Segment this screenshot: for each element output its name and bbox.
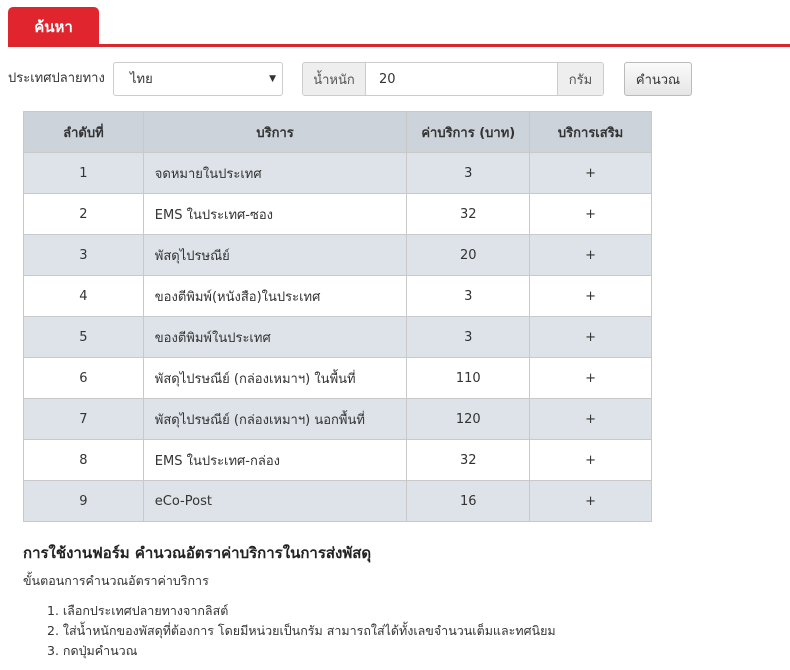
help-title: การใช้งานฟอร์ม คำนวณอัตราค่าบริการในการส่งพัสดุ (23, 544, 372, 562)
add-service-button[interactable]: + (530, 276, 652, 317)
row-price: 20 (407, 235, 530, 276)
add-service-button[interactable]: + (530, 440, 652, 481)
help-step: 3. กดปุ่มคำนวณ (47, 643, 138, 658)
row-no: 2 (24, 194, 144, 235)
add-service-button[interactable]: + (530, 358, 652, 399)
weight-input-group (302, 62, 604, 96)
row-service: EMS ในประเทศ-ซอง (143, 194, 407, 235)
row-service: eCo-Post (143, 481, 407, 522)
row-no: 7 (24, 399, 144, 440)
table-row (24, 235, 652, 276)
row-no: 5 (24, 317, 144, 358)
row-price: 3 (407, 317, 530, 358)
add-service-button[interactable]: + (530, 235, 652, 276)
row-no: 1 (24, 153, 144, 194)
row-price: 3 (407, 153, 530, 194)
row-no: 4 (24, 276, 144, 317)
add-service-button[interactable]: + (530, 399, 652, 440)
add-service-button[interactable]: + (530, 153, 652, 194)
row-service: ของตีพิมพ์ในประเทศ (143, 317, 407, 358)
table-row (24, 276, 652, 317)
row-service: พัสดุไปรษณีย์ (143, 235, 407, 276)
row-no: 8 (24, 440, 144, 481)
table-row (24, 153, 652, 194)
tab-underline (8, 44, 790, 47)
tab-bar (0, 0, 790, 47)
row-service: พัสดุไปรษณีย์ (กล่องเหมาฯ) นอกพื้นที่ (143, 399, 407, 440)
weight-label: น้ำหนัก (303, 63, 366, 95)
row-no: 3 (24, 235, 144, 276)
help-step: 2. ใส่น้ำหนักของพัสดุที่ต้องการ โดยมีหน่วยเป็นกรัม สามารถใส่ได้ทั้งเลขจำนวนเต็มและทศนิยม (47, 623, 556, 638)
header-no: ลำดับที่ (24, 112, 144, 153)
row-no: 9 (24, 481, 144, 522)
row-service: EMS ในประเทศ-กล่อง (143, 440, 407, 481)
header-price: ค่าบริการ (บาท) (407, 112, 530, 153)
calculate-button[interactable]: คำนวณ (624, 62, 692, 96)
table-row (24, 358, 652, 399)
weight-unit: กรัม (557, 63, 603, 95)
destination-select[interactable] (113, 62, 283, 96)
help-step: 1. เลือกประเทศปลายทางจากลิสต์ (47, 603, 229, 618)
add-service-button[interactable]: + (530, 317, 652, 358)
row-no: 6 (24, 358, 144, 399)
table-row (24, 194, 652, 235)
table-row (24, 440, 652, 481)
rates-table (23, 111, 652, 522)
header-extra: บริการเสริม (530, 112, 652, 153)
header-service: บริการ (143, 112, 407, 153)
table-row (24, 317, 652, 358)
chevron-down-icon: ▼ (269, 74, 276, 84)
row-price: 110 (407, 358, 530, 399)
add-service-button[interactable]: + (530, 481, 652, 522)
row-price: 120 (407, 399, 530, 440)
help-subtitle: ขั้นตอนการคำนวณอัตราค่าบริการ (23, 573, 209, 588)
help-steps (47, 601, 556, 661)
row-price: 16 (407, 481, 530, 522)
tab-search[interactable]: ค้นหา (8, 7, 99, 46)
row-service: จดหมายในประเทศ (143, 153, 407, 194)
table-row (24, 399, 652, 440)
row-price: 3 (407, 276, 530, 317)
table-row (24, 481, 652, 522)
destination-label: ประเทศปลายทาง (8, 71, 105, 86)
row-service: ของตีพิมพ์(หนังสือ)ในประเทศ (143, 276, 407, 317)
row-price: 32 (407, 440, 530, 481)
row-price: 32 (407, 194, 530, 235)
destination-select-value: ไทย (130, 72, 153, 87)
weight-input[interactable] (367, 63, 557, 95)
add-service-button[interactable]: + (530, 194, 652, 235)
table-header-row (24, 112, 652, 153)
row-service: พัสดุไปรษณีย์ (กล่องเหมาฯ) ในพื้นที่ (143, 358, 407, 399)
rate-form (0, 62, 790, 96)
